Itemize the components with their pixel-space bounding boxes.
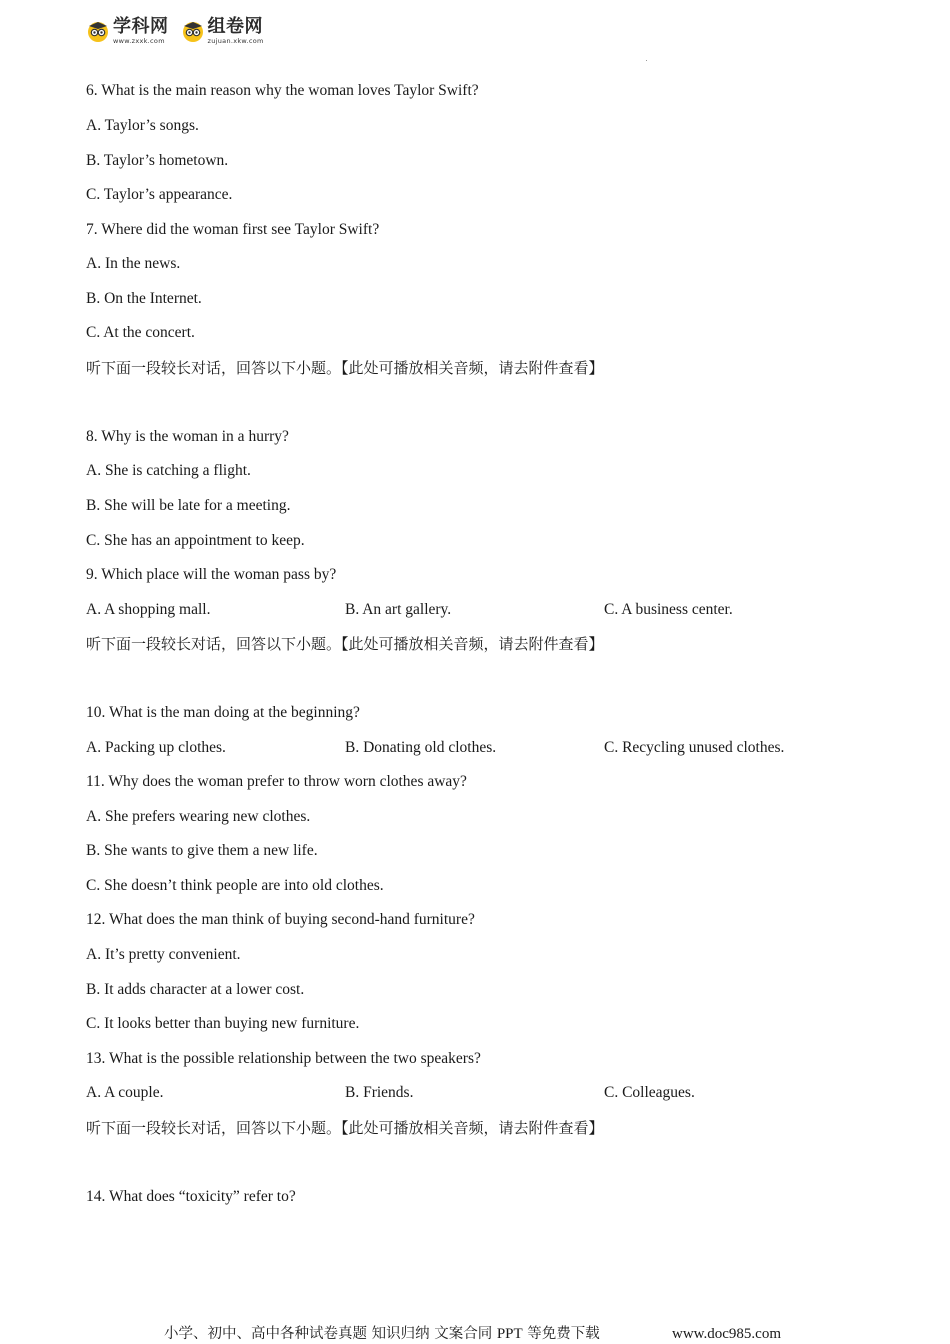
option-6b: B. Taylor’s hometown. (86, 152, 229, 169)
option-11c: C. She doesn’t think people are into old clothes. (86, 877, 384, 894)
question-11: 11. Why does the woman prefer to throw worn clothes away? (86, 773, 467, 790)
option-7a: A. In the news. (86, 255, 181, 272)
footer-ppt-text: PPT (496, 1326, 523, 1342)
option-8b: B. She will be late for a meeting. (86, 497, 291, 514)
listening-instruction: 听下面一段较长对话，回答以下小题。【此处可播放相关音频，请去附件查看】 (86, 635, 604, 653)
footer-text (164, 1325, 600, 1343)
zujuan-logo[interactable] (181, 15, 264, 45)
option-7b: B. On the Internet. (86, 290, 202, 307)
zxxk-logo-url: www.zxxk.com (113, 36, 165, 45)
zujuan-logo-url: zujuan.xkw.com (207, 36, 264, 45)
option-13c: C. Colleagues. (604, 1084, 695, 1101)
option-12c: C. It looks better than buying new furniture. (86, 1015, 360, 1032)
zujuan-logo-text: 组卷网 (207, 15, 263, 37)
listening-instruction: 听下面一段较长对话，回答以下小题。【此处可播放相关音频，请去附件查看】 (86, 1119, 604, 1137)
option-9c: C. A business center. (604, 601, 733, 618)
option-11a: A. She prefers wearing new clothes. (86, 808, 311, 825)
owl-mascot-icon (181, 19, 205, 43)
header-logos (86, 14, 276, 48)
stray-dot (646, 60, 647, 61)
option-12a: A. It’s pretty convenient. (86, 946, 241, 963)
option-9b: B. An art gallery. (345, 601, 452, 618)
option-13b: B. Friends. (345, 1084, 414, 1101)
owl-mascot-icon (86, 19, 110, 43)
option-10a: A. Packing up clothes. (86, 739, 226, 756)
option-8a: A. She is catching a flight. (86, 462, 251, 479)
option-12b: B. It adds character at a lower cost. (86, 981, 305, 998)
question-10: 10. What is the man doing at the beginning? (86, 704, 360, 721)
option-10c: C. Recycling unused clothes. (604, 739, 785, 756)
question-8: 8. Why is the woman in a hurry? (86, 428, 289, 445)
option-6c: C. Taylor’s appearance. (86, 186, 233, 203)
zxxk-logo[interactable] (86, 15, 169, 45)
question-14: 14. What does “toxicity” refer to? (86, 1188, 296, 1205)
option-7c: C. At the concert. (86, 324, 195, 341)
question-7: 7. Where did the woman first see Taylor Swift? (86, 221, 380, 238)
question-9: 9. Which place will the woman pass by? (86, 566, 337, 583)
option-10b: B. Donating old clothes. (345, 739, 497, 756)
footer-cn-text: 小学、初中、高中各种试卷真题 知识归纳 文案合同 (164, 1326, 497, 1342)
zxxk-logo-text: 学科网 (113, 15, 169, 37)
option-9a: A. A shopping mall. (86, 601, 211, 618)
option-13a: A. A couple. (86, 1084, 164, 1101)
footer-cn-text-2: 等免费下载 (522, 1326, 600, 1342)
question-6: 6. What is the main reason why the woman loves Taylor Swift? (86, 82, 479, 99)
option-11b: B. She wants to give them a new life. (86, 842, 318, 859)
question-12: 12. What does the man think of buying second-hand furniture? (86, 911, 475, 928)
question-13: 13. What is the possible relationship between the two speakers? (86, 1050, 481, 1067)
option-8c: C. She has an appointment to keep. (86, 532, 305, 549)
listening-instruction: 听下面一段较长对话，回答以下小题。【此处可播放相关音频，请去附件查看】 (86, 359, 604, 377)
footer-url-link[interactable]: www.doc985.com (672, 1326, 782, 1342)
option-6a: A. Taylor’s songs. (86, 117, 199, 134)
